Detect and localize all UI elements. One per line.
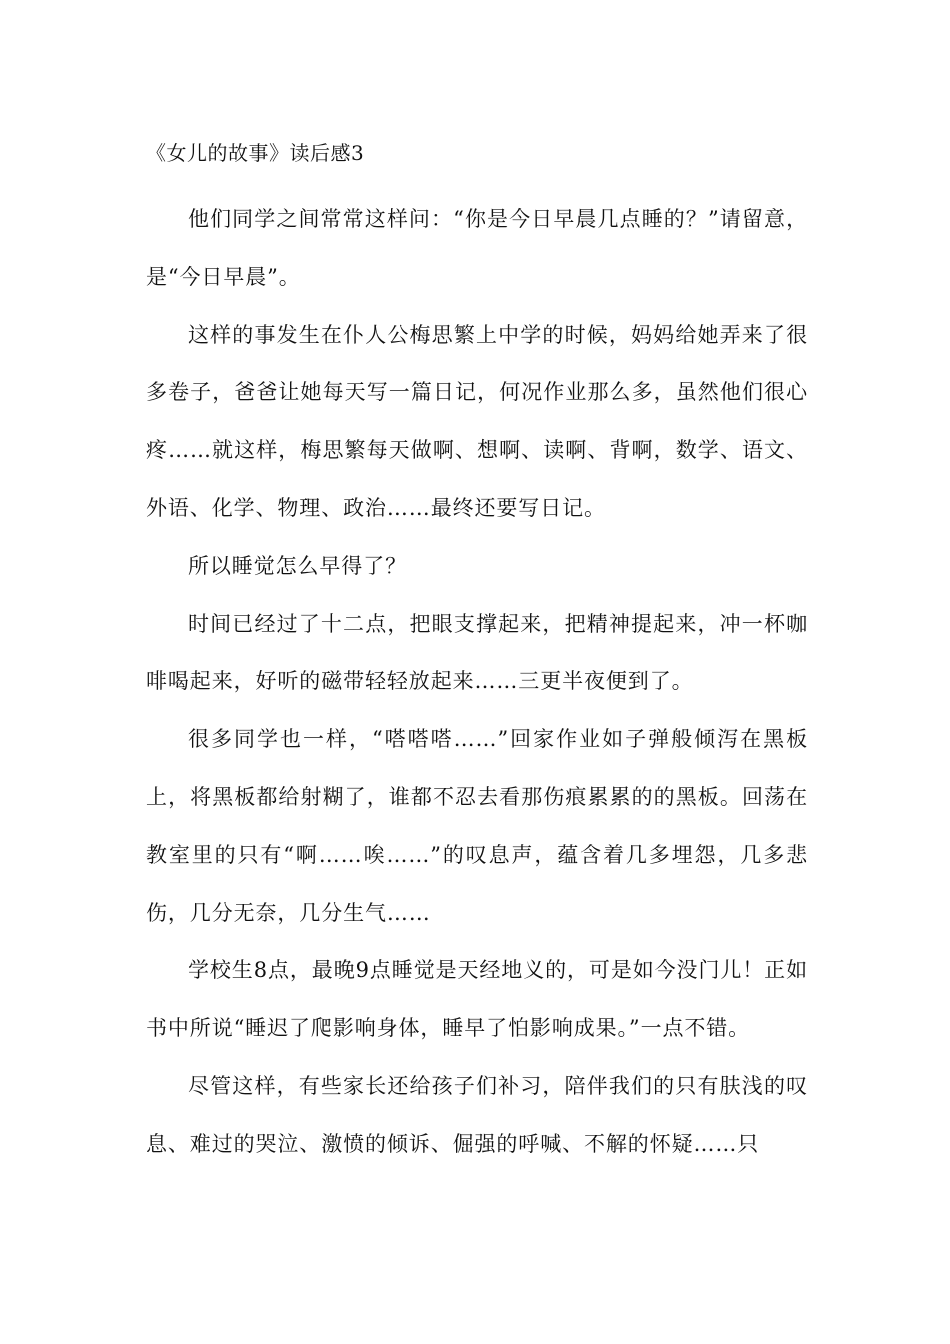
paragraph-2: 这样的事发生在仆人公梅思繁上中学的时候，妈妈给她弄来了很多卷子，爸爸让她每天写一篇日记，何况作业那么多，虽然他们很心疼……就这样，梅思繁每天做啊、想啊、读啊、背啊，数学、语文、外语、化学、物理、政治……最终还要写日记。 bbox=[146, 322, 808, 520]
paragraph-1: 他们同学之间常常这样问：“你是今日早晨几点睡的？”请留意，是“今日早晨”。 bbox=[146, 207, 808, 289]
document-body bbox=[146, 191, 808, 1174]
document-title: 《女儿的故事》读后感3 bbox=[146, 141, 365, 165]
paragraph-4: 时间已经过了十二点，把眼支撑起来，把精神提起来，冲一杯咖啡喝起来，好听的磁带轻轻放起来……三更半夜便到了。 bbox=[146, 611, 808, 694]
paragraph-7: 尽管这样，有些家长还给孩子们补习，陪伴我们的只有肤浅的叹息、难过的哭泣、激愤的倾诉、倔强的呼喊、不解的怀疑……只 bbox=[146, 1073, 808, 1156]
paragraph-5: 很多同学也一样，“嗒嗒嗒……”回家作业如子弹般倾泻在黑板上，将黑板都给射糊了，谁都不忍去看那伤痕累累的的黑板。回荡在教室里的只有“啊……唉……”的叹息声，蕴含着几多埋怨，几多悲伤，几分无奈，几分生气…… bbox=[146, 727, 808, 925]
paragraph-3: 所以睡觉怎么早得了？ bbox=[188, 553, 407, 578]
paragraph-6: 学校生8点，最晚9点睡觉是天经地义的，可是如今没门儿！正如书中所说“睡迟了爬影响身体，睡早了怕影响成果。”一点不错。 bbox=[146, 958, 808, 1041]
